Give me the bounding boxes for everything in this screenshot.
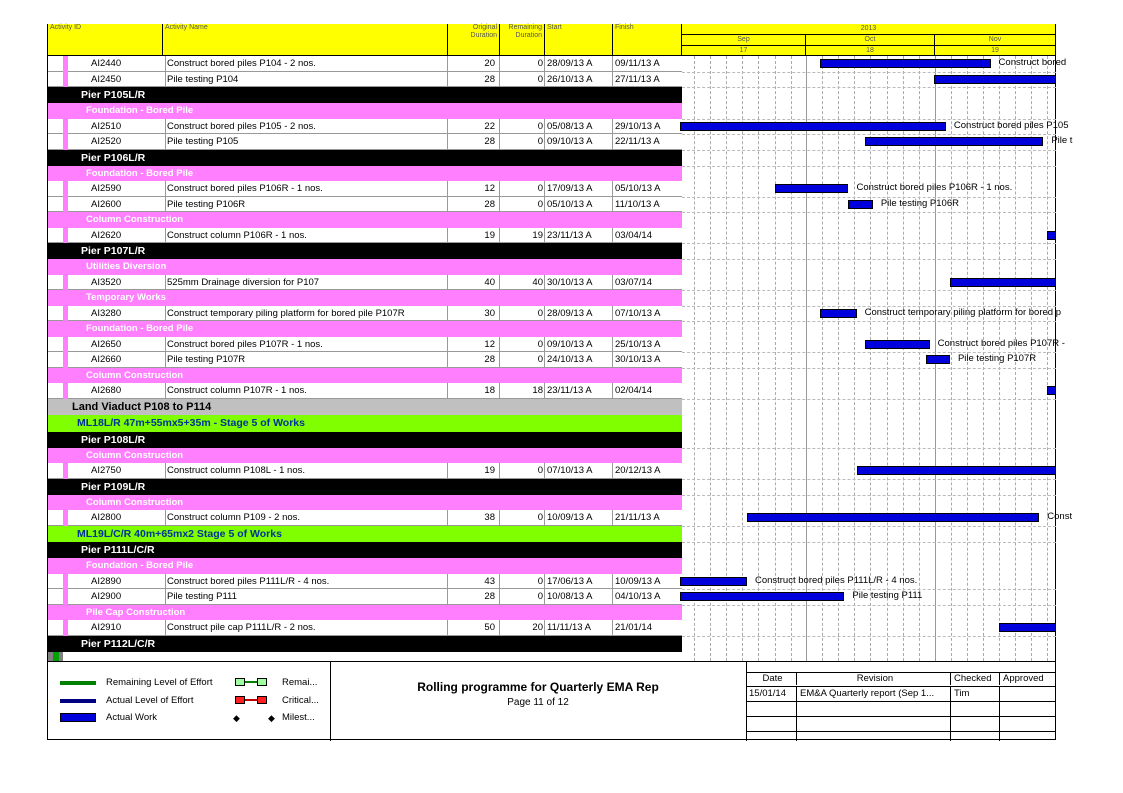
col-header-activity-name[interactable]: Activity Name: [163, 24, 448, 56]
start-date: 07/10/13 A: [544, 463, 612, 478]
group-label: Foundation - Bored Pile: [86, 323, 194, 334]
gantt-gridline: [838, 56, 839, 661]
original-duration: 43: [447, 574, 499, 589]
start-date: 05/10/13 A: [544, 197, 612, 212]
gantt-row-separator: [682, 636, 1056, 637]
remaining-duration: 0: [499, 119, 544, 134]
gantt-bar-ai2890[interactable]: [680, 577, 747, 586]
timescale-year: 2013: [682, 24, 1056, 35]
gantt-gridline: [726, 56, 727, 661]
activity-id: AI2510: [91, 120, 122, 132]
activity-name: Pile testing P105: [165, 134, 447, 149]
pier-group-row[interactable]: [48, 636, 682, 652]
gantt-bar-ai2510[interactable]: [680, 122, 946, 131]
gantt-bar-label: Pile testing P111: [852, 590, 923, 601]
remaining-duration: 20: [499, 620, 544, 635]
original-duration: 40: [447, 275, 499, 290]
original-duration: 20: [447, 56, 499, 71]
gantt-bar-ai2650[interactable]: [865, 340, 930, 349]
activity-name: Construct bored piles P106R - 1 nos.: [165, 181, 447, 196]
activity-id: AI2660: [91, 354, 122, 365]
original-duration: 38: [447, 510, 499, 525]
group-label: Land Viaduct P108 to P114: [72, 400, 212, 413]
remaining-duration: 0: [499, 463, 544, 478]
gantt-bar-ai2590[interactable]: [775, 184, 848, 193]
revision-revision-header: Revision: [796, 672, 950, 685]
gantt-bar-ai2600[interactable]: [848, 200, 872, 209]
section-group-row[interactable]: [48, 558, 682, 574]
report-title: Rolling programme for Quarterly EMA Rep: [417, 680, 659, 694]
finish-date: 22/11/13 A: [612, 134, 682, 149]
activity-row[interactable]: [48, 56, 682, 72]
start-date: 09/10/13 A: [544, 134, 612, 149]
finish-date: 10/09/13 A: [612, 574, 682, 589]
gantt-bar-ai3520[interactable]: [950, 278, 1056, 287]
revision-approved: [999, 687, 1056, 701]
gantt-row-separator: [682, 290, 1056, 291]
original-duration: 50: [447, 620, 499, 635]
group-label: Pile Cap Construction: [86, 606, 186, 618]
remaining-duration: 19: [499, 228, 544, 243]
legend-actual-loe-label: Actual Level of Effort: [106, 695, 194, 706]
group-label: Pier P108L/R: [81, 433, 146, 446]
activity-name: Construct column P109 - 2 nos.: [165, 510, 447, 525]
gantt-gridline: [806, 56, 807, 661]
activity-id: AI2450: [91, 73, 122, 85]
pier-group-row[interactable]: [48, 243, 682, 259]
timescale-month-sep: Sep: [682, 35, 806, 46]
group-label: ML18L/R 47m+55mx5+35m - Stage 5 of Works: [77, 417, 305, 429]
outline-indent: [63, 589, 68, 605]
activity-id: AI2910: [91, 622, 122, 633]
start-date: 23/11/13 A: [544, 383, 612, 398]
start-date: 09/10/13 A: [544, 337, 612, 352]
activity-id: AI2620: [91, 229, 122, 241]
gantt-gridline: [694, 56, 695, 661]
remaining-duration: 0: [499, 510, 544, 525]
col-header-original-duration[interactable]: Original Duration: [448, 24, 500, 56]
gantt-row-separator: [682, 243, 1056, 244]
activity-id: AI2520: [91, 136, 122, 147]
group-label: ML19L/C/R 40m+65mx2 Stage 5 of Works: [77, 527, 282, 540]
start-date: 10/09/13 A: [544, 510, 612, 525]
gantt-bar-ai2800[interactable]: [747, 513, 1039, 522]
remaining-duration: 0: [499, 306, 544, 321]
group-label: Pier P107L/R: [81, 245, 146, 257]
activity-row[interactable]: [48, 275, 682, 291]
finish-date: 04/10/13 A: [612, 589, 682, 604]
stage-group-row[interactable]: [48, 415, 682, 432]
activity-row[interactable]: [48, 134, 682, 150]
gantt-gridline: [758, 56, 759, 661]
group-label: Foundation - Bored Pile: [86, 560, 194, 571]
activity-row[interactable]: [48, 228, 682, 244]
start-date: 17/09/13 A: [544, 181, 612, 196]
group-label: Temporary Works: [86, 292, 166, 303]
activity-row[interactable]: [48, 181, 682, 197]
gantt-gridline: [903, 56, 904, 661]
outline-indent: [63, 72, 68, 88]
remaining-duration: 18: [499, 383, 544, 398]
activity-name: Construct column P107R - 1 nos.: [165, 383, 447, 398]
footer: [48, 661, 1056, 741]
activity-id: AI2590: [91, 183, 122, 194]
start-date: 24/10/13 A: [544, 352, 612, 367]
original-duration: 19: [447, 463, 499, 478]
outline-indent: [63, 574, 68, 590]
finish-date: 25/10/13 A: [612, 337, 682, 352]
revision-row-line: [746, 716, 1056, 717]
gantt-gridline: [791, 56, 792, 661]
legend-remaining-swatch-mid: [245, 681, 257, 683]
gantt-row-separator: [682, 150, 1056, 151]
gantt-bar-ai2450[interactable]: [934, 75, 1056, 84]
finish-date: 09/11/13 A: [612, 56, 682, 71]
activity-name: Construct bored piles P111L/R - 4 nos.: [165, 574, 447, 589]
gantt-bar-ai2910[interactable]: [999, 623, 1056, 632]
activity-name: Construct column P108L - 1 nos.: [165, 463, 447, 478]
gantt-gridline: [870, 56, 871, 661]
start-date: 10/08/13 A: [544, 589, 612, 604]
start-date: 30/10/13 A: [544, 275, 612, 290]
gantt-row-separator: [682, 368, 1056, 369]
legend-remaining-loe-label: Remaining Level of Effort: [106, 677, 213, 688]
legend-milestone-label: Milest...: [282, 712, 315, 723]
gantt-gridline: [710, 56, 711, 661]
revision-date: 15/01/14: [749, 688, 786, 699]
finish-date: 21/01/14: [612, 620, 682, 635]
pier-group-row[interactable]: [48, 479, 682, 495]
outline-indent: [63, 275, 68, 291]
finish-date: 20/12/13 A: [612, 463, 682, 478]
original-duration: 28: [447, 134, 499, 149]
gantt-row-separator: [682, 72, 1056, 73]
col-header-finish[interactable]: Finish: [613, 24, 682, 56]
legend-actual-work-label: Actual Work: [106, 712, 158, 723]
timescale-week-18: 18: [806, 46, 935, 56]
outline-indent: [63, 352, 68, 368]
activity-name: 525mm Drainage diversion for P107: [165, 275, 447, 290]
start-date: 17/06/13 A: [544, 574, 612, 589]
activity-id: AI2650: [91, 338, 122, 350]
activity-row[interactable]: [48, 119, 682, 135]
gantt-bar-label: Construct bored: [998, 57, 1067, 68]
original-duration: 28: [447, 197, 499, 212]
gantt-bar-ai2440[interactable]: [820, 59, 991, 68]
gantt-bar-ai2520[interactable]: [865, 137, 1044, 146]
timescale-month-nov: Nov: [935, 35, 1056, 46]
activity-id: AI2440: [91, 58, 122, 69]
gantt-row-separator: [682, 197, 1056, 198]
section-group-row[interactable]: [48, 368, 682, 384]
legend-milestone-diamond-icon: ◆: [233, 713, 240, 723]
outline-indent: [63, 620, 68, 636]
activity-name: Construct column P106R - 1 nos.: [165, 228, 447, 243]
remaining-duration: 0: [499, 72, 544, 87]
legend-remaining-swatch-right: [257, 678, 267, 686]
viaduct-group-row[interactable]: [48, 399, 682, 416]
timescale-week-17: 17: [682, 46, 806, 56]
revision-row-line: [746, 701, 1056, 702]
start-date: 05/08/13 A: [544, 119, 612, 134]
activity-id: AI2900: [91, 591, 122, 602]
pier-group-row[interactable]: [48, 87, 682, 103]
gantt-row-separator: [682, 166, 1056, 167]
finish-date: 30/10/13 A: [612, 352, 682, 367]
activity-name: Construct pile cap P111L/R - 2 nos.: [165, 620, 447, 635]
activity-row[interactable]: [48, 463, 682, 479]
finish-date: 11/10/13 A: [612, 197, 682, 212]
activity-name: Pile testing P111: [165, 589, 447, 604]
activity-row[interactable]: [48, 574, 682, 590]
legend-remaining-loe-swatch: [60, 681, 96, 685]
outline-indent: [63, 197, 68, 213]
section-group-row[interactable]: [48, 212, 682, 228]
finish-date: 03/04/14: [612, 228, 682, 243]
activity-id: AI2680: [91, 385, 122, 396]
gantt-gridline: [854, 56, 855, 661]
legend-critical-swatch-mid: [245, 699, 257, 701]
start-date: 28/09/13 A: [544, 306, 612, 321]
gantt-gridline: [1047, 56, 1048, 661]
section-group-row[interactable]: [48, 321, 682, 337]
col-header-remaining-duration[interactable]: Remaining Duration: [500, 24, 545, 56]
section-group-row[interactable]: [48, 103, 682, 119]
gantt-gridline: [951, 56, 952, 661]
activity-row[interactable]: [48, 620, 682, 636]
group-label: Pier P111L/C/R: [81, 544, 155, 556]
activity-name: Pile testing P104: [165, 72, 447, 87]
pier-group-row[interactable]: [48, 150, 682, 166]
timescale-month-oct: Oct: [806, 35, 935, 46]
finish-date: 03/07/14: [612, 275, 682, 290]
remaining-duration: 0: [499, 197, 544, 212]
original-duration: 22: [447, 119, 499, 134]
activity-name: Pile testing P106R: [165, 197, 447, 212]
remaining-duration: 0: [499, 181, 544, 196]
outline-indent: [63, 228, 68, 244]
finish-date: 27/11/13 A: [612, 72, 682, 87]
legend-critical-label: Critical...: [282, 695, 319, 706]
revision-date-header: Date: [762, 673, 783, 684]
original-duration: 12: [447, 337, 499, 352]
legend-critical-swatch-left: [235, 696, 245, 704]
gantt-bar-label: Pile t: [1051, 135, 1073, 146]
activity-name: Construct bored piles P104 - 2 nos.: [165, 56, 447, 71]
activity-name: Construct bored piles P107R - 1 nos.: [165, 337, 447, 352]
section-group-row[interactable]: [48, 290, 682, 306]
legend-remaining-swatch-left: [235, 678, 245, 686]
original-duration: 30: [447, 306, 499, 321]
activity-id: AI2800: [91, 512, 122, 523]
start-date: 26/10/13 A: [544, 72, 612, 87]
gantt-bar-label: Pile testing P106R: [880, 197, 959, 209]
timescale-week-19: 19: [935, 46, 1056, 56]
section-group-row[interactable]: [48, 605, 682, 621]
outline-indent: [63, 181, 68, 197]
group-label: Utilities Diversion: [86, 261, 167, 272]
legend-remaining-label: Remai...: [282, 677, 318, 688]
revision-checked: Tim: [950, 687, 999, 701]
page-number: Page 11 of 12: [507, 697, 569, 708]
start-date: 11/11/13 A: [544, 620, 612, 635]
original-duration: 28: [447, 589, 499, 604]
gantt-row-separator: [682, 526, 1056, 527]
col-header-start[interactable]: Start: [545, 24, 613, 56]
original-duration: 19: [447, 228, 499, 243]
legend-milestone-diamond-icon: ◆: [268, 713, 275, 723]
gantt-chart: [682, 56, 1073, 661]
gantt-bar-label: Construct temporary piling platform for bored p: [864, 306, 1061, 318]
gantt-bar-label: Construct bored piles P105: [953, 119, 1069, 131]
remaining-duration: 0: [499, 589, 544, 604]
start-date: 23/11/13 A: [544, 228, 612, 243]
section-group-row[interactable]: [48, 259, 682, 275]
original-duration: 28: [447, 352, 499, 367]
col-header-activity-id[interactable]: Activity ID: [48, 24, 163, 56]
gantt-row-separator: [682, 399, 1056, 400]
gantt-bar-label: Pile testing P107R: [957, 353, 1037, 364]
activity-row[interactable]: [48, 337, 682, 353]
remaining-duration: 0: [499, 337, 544, 352]
start-date: 28/09/13 A: [544, 56, 612, 71]
activity-row[interactable]: [48, 72, 682, 88]
gantt-row-separator: [682, 259, 1056, 260]
remaining-duration: 0: [499, 134, 544, 149]
activity-name: Construct bored piles P105 - 2 nos.: [165, 119, 447, 134]
gantt-bar-ai2680[interactable]: [1047, 386, 1056, 395]
group-label: Column Construction: [86, 496, 184, 508]
gantt-bar-ai2750[interactable]: [857, 466, 1056, 475]
activity-id: AI3280: [91, 307, 122, 319]
outline-indent: [63, 510, 68, 526]
stage-group-row[interactable]: [48, 526, 682, 543]
group-label: Pier P109L/R: [81, 480, 146, 493]
gantt-row-separator: [682, 212, 1056, 213]
finish-date: 05/10/13 A: [612, 181, 682, 196]
gantt-row-separator: [682, 448, 1056, 449]
gantt-gridline: [887, 56, 888, 661]
gantt-gridline: [822, 56, 823, 661]
revision-col-line: [950, 701, 951, 741]
section-group-row[interactable]: [48, 448, 682, 464]
gantt-row-separator: [682, 605, 1056, 606]
gantt-bar-label: Construct bored piles P111L/R - 4 nos.: [754, 574, 918, 586]
gantt-bar-label: Const: [1047, 511, 1073, 522]
remaining-duration: 40: [499, 275, 544, 290]
gantt-row-separator: [682, 321, 1056, 322]
outline-indent: [63, 134, 68, 150]
group-label: Foundation - Bored Pile: [86, 167, 194, 179]
activity-row[interactable]: [48, 352, 682, 368]
gantt-bar-ai2900[interactable]: [680, 592, 844, 601]
activity-id: AI3520: [91, 276, 122, 288]
revision-col-line: [999, 701, 1000, 741]
pier-group-row[interactable]: [48, 432, 682, 448]
activity-id: AI2600: [91, 198, 122, 210]
remaining-duration: 0: [499, 574, 544, 589]
gantt-bar-label: Construct bored piles P107R -: [937, 337, 1065, 349]
group-label: Pier P112L/C/R: [81, 637, 156, 650]
legend-actual-work-swatch: [60, 713, 96, 722]
gantt-row-separator: [682, 542, 1056, 543]
activity-row[interactable]: [48, 510, 682, 526]
finish-date: 29/10/13 A: [612, 119, 682, 134]
gantt-gridline: [775, 56, 776, 661]
revision-col-line: [796, 701, 797, 741]
group-label: Pier P105L/R: [81, 89, 146, 101]
gantt-bar-ai2660[interactable]: [926, 355, 950, 364]
legend-actual-loe-swatch: [60, 699, 96, 703]
pier-group-row[interactable]: [48, 542, 682, 558]
gantt-row-separator: [682, 134, 1056, 135]
gantt-bar-label: Construct bored piles P106R - 1 nos.: [856, 182, 1013, 193]
original-duration: 12: [447, 181, 499, 196]
gantt-row-separator: [682, 495, 1056, 496]
group-label: Foundation - Bored Pile: [86, 105, 194, 116]
activity-id: AI2890: [91, 575, 122, 587]
gantt-gridline: [919, 56, 920, 661]
group-label: Column Construction: [86, 214, 184, 225]
revision-revision: EM&A Quarterly report (Sep 1...: [796, 687, 950, 701]
outline-indent: [63, 306, 68, 322]
original-duration: 28: [447, 72, 499, 87]
section-group-row[interactable]: [48, 495, 682, 511]
remaining-duration: 0: [499, 352, 544, 367]
finish-date: 02/04/14: [612, 383, 682, 398]
outline-indent: [63, 56, 68, 72]
group-label: Column Construction: [86, 369, 184, 381]
activity-row[interactable]: [48, 383, 682, 399]
original-duration: 18: [447, 383, 499, 398]
outline-indent: [63, 383, 68, 399]
remaining-duration: 0: [499, 56, 544, 71]
finish-date: 21/11/13 A: [612, 510, 682, 525]
activity-row[interactable]: [48, 589, 682, 605]
gantt-bar-ai2620[interactable]: [1047, 231, 1056, 240]
activity-name: Pile testing P107R: [165, 352, 447, 367]
outline-indent: [63, 463, 68, 479]
section-group-row[interactable]: [48, 166, 682, 182]
revision-row-line: [746, 731, 1056, 732]
finish-date: 07/10/13 A: [612, 306, 682, 321]
revision-approved-header: Approved: [999, 672, 1056, 685]
gantt-row-separator: [682, 479, 1056, 480]
activity-row[interactable]: [48, 306, 682, 322]
legend-critical-swatch-right: [257, 696, 267, 704]
activity-row[interactable]: [48, 197, 682, 213]
group-label: Pier P106L/R: [81, 151, 146, 164]
gantt-row-separator: [682, 87, 1056, 88]
gantt-bar-ai3280[interactable]: [820, 309, 857, 318]
gantt-gridline: [742, 56, 743, 661]
activity-name: Construct temporary piling platform for bored pile P107R: [165, 306, 447, 321]
group-label: Column Construction: [86, 449, 184, 461]
outline-indent: [63, 119, 68, 135]
revision-checked-header: Checked: [950, 672, 999, 685]
outline-indent: [63, 337, 68, 353]
activity-id: AI2750: [91, 465, 122, 476]
